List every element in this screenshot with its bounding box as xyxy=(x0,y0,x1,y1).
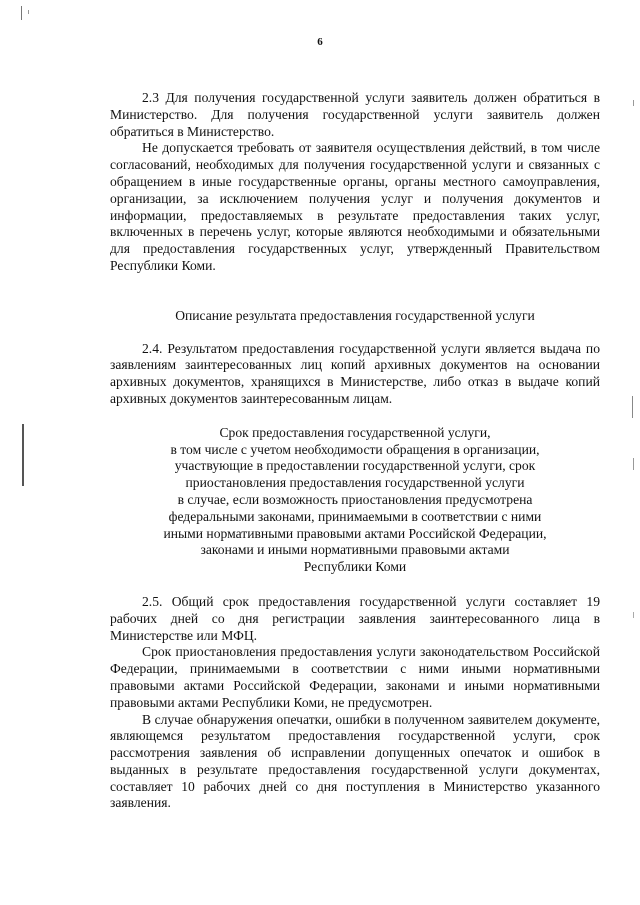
heading-line: федеральными законами, принимаемыми в соответствии с ними xyxy=(168,508,542,524)
heading-line: Срок предоставления государственной услуги, xyxy=(219,424,491,440)
paragraph-2-5: 2.5. Общий срок предоставления государственной услуги составляет 19 рабочих дней со дня регистрации заявления заинтересованного лица в Министерстве или МФЦ. xyxy=(110,593,600,643)
scan-mark xyxy=(633,458,634,470)
paragraph-no-requirements: Не допускается требовать от заявителя осуществления действий, в том числе согласований, необходимых для получения государственной услуги и связанных с обращением в иные государственные органы, органы местного самоуправления, организации, за исключением получения услуг и получения документов и информации, предоставляемых в результате предоставления таких услуг, включенных в перечень услуг, которые являются необходимыми и обязательными для предоставления государственных услуг, утвержденный Правительством Республики Коми. xyxy=(110,140,600,273)
heading-line: законами и иными нормативными правовыми актами xyxy=(200,542,510,558)
heading-line: участвующие в предоставлении государственной услуги, срок xyxy=(174,458,536,474)
paragraph-typo-correction: В случае обнаружения опечатки, ошибки в полученном заявителем документе, являющемся результатом предоставления государственной услуги, срок рассмотрения заявления об исправлении допущенных опечаток и ошибок в выданных в результате предоставления государственной услуги документах, составляет 10 рабочих дней со дня поступления в Министерство указанного заявления. xyxy=(110,711,600,811)
heading-line: Республики Коми xyxy=(303,559,407,575)
section-heading-result: Описание результата предоставления государственной услуги xyxy=(175,307,535,323)
paragraph-2-3: 2.3 Для получения государственной услуги заявитель должен обратиться в Министерство. Для получения государственной услуги заявитель должен обратиться в Министерство. xyxy=(110,90,600,139)
scan-mark xyxy=(22,424,24,486)
heading-line: приостановления предоставления государственной услуги xyxy=(185,475,525,491)
scan-mark xyxy=(632,396,633,418)
scan-mark xyxy=(28,10,29,14)
section-heading-term xyxy=(110,425,600,576)
heading-line: иными нормативными правовыми актами Российской Федерации, xyxy=(163,525,547,541)
paragraph-2-4: 2.4. Результатом предоставления государственной услуги является выдача по заявлениям заинтересованных лиц копий архивных документов на основании архивных документов, хранящихся в Министерстве, либо отказ в выдаче копий архивных документов заинтересованным лицам. xyxy=(110,340,600,406)
scan-mark xyxy=(21,6,22,20)
paragraph-suspension: Срок приостановления предоставления услуги законодательством Российской Федерации, принимаемыми в соответствии с ними иными нормативными правовыми актами Российской Федерации, законами и иными нормативными правовыми актами Республики Коми, не предусмотрен. xyxy=(110,644,600,710)
scan-mark xyxy=(633,100,634,106)
heading-line: в случае, если возможность приостановления предусмотрена xyxy=(177,491,533,507)
scan-mark xyxy=(633,612,634,618)
page-number: 6 xyxy=(317,36,323,48)
heading-line: в том числе с учетом необходимости обращения в организации, xyxy=(170,441,540,457)
document-body xyxy=(110,90,600,812)
